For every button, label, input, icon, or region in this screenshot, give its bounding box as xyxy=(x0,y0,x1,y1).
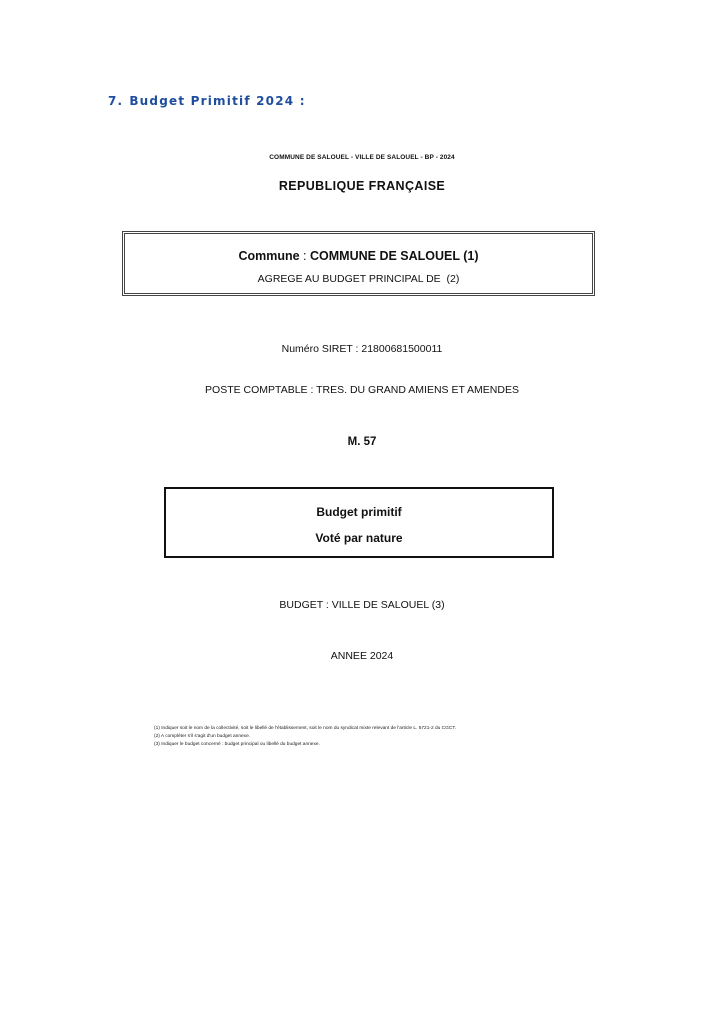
budget-name: BUDGET : VILLE DE SALOUEL (3) xyxy=(279,599,445,611)
budget-type-line2: Voté par nature xyxy=(315,531,403,545)
poste-comptable: POSTE COMPTABLE : TRES. DU GRAND AMIENS ET AMENDES xyxy=(205,384,519,396)
budget-type-box xyxy=(164,487,554,558)
commune-box xyxy=(122,231,595,296)
footnotes xyxy=(154,725,456,749)
commune-label: Commune xyxy=(238,249,300,263)
commune-value: COMMUNE DE SALOUEL (1) xyxy=(310,249,479,263)
section-title: Budget Primitif 2024 : xyxy=(129,94,306,108)
republic-title: REPUBLIQUE FRANÇAISE xyxy=(278,179,446,193)
section-number: 7. xyxy=(108,94,124,108)
footnote-3: (3) Indiquer le budget concerné : budget principal ou libellé du budget annexe. xyxy=(154,742,320,747)
budget-type-line1: Budget primitif xyxy=(316,505,402,519)
footnote-2: (2) A compléter s'il s'agit d'un budget annexe. xyxy=(154,734,251,739)
section-heading xyxy=(108,94,306,108)
footnote-1: (1) Indiquer soit le nom de la collectivité, soit le libellé de l'établissement, soit le nom du syndicat mixte relevant de l'article L. 5721-2 du CGCT. xyxy=(154,726,457,731)
accounting-norm: M. 57 xyxy=(347,436,377,448)
commune-line xyxy=(125,249,592,263)
budget-year: ANNEE 2024 xyxy=(330,650,394,662)
commune-separator: : xyxy=(299,249,310,263)
aggregate-line: AGREGE AU BUDGET PRINCIPAL DE (2) xyxy=(257,273,460,285)
siret-number: Numéro SIRET : 21800681500011 xyxy=(281,343,443,355)
document-small-header: COMMUNE DE SALOUEL - VILLE DE SALOUEL - BP - 2024 xyxy=(269,154,455,161)
